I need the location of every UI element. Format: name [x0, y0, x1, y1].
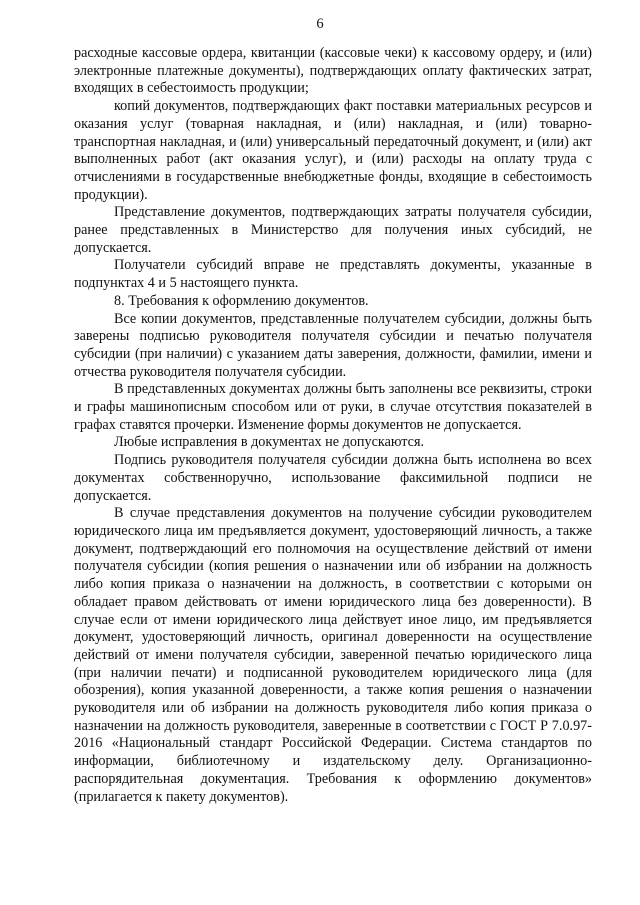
paragraph-representation: В случае представления документов на получение субсидии руководителем юридического лица им предъявляется документ, удостоверяющий личность, а также документ, подтверждающий его полномочия на осуществление действий от имени получателя субсидии (копия решения о назначении или об избрании на должность либо копия приказа о назначении на должность, в соответствии с которыми он обладает правом действовать от имени юридического лица без доверенности). В случае если от имени юридического лица действует иное лицо, им предъявляется документ, удостоверяющий личность, оригинал доверенности на осуществление действий от имени получателя субсидии, заверенной печатью юридического лица (при наличии печати) и подписанной руководителем юридического лица (для обозрения), копия указанной доверенности, а также копия решения о назначении руководителя или об избрании на должность руководителя либо копия приказа о назначении на должность руководителя, заверенные в соответствии с ГОСТ Р 7.0.97-2016 «Национальный стандарт Российской Федерации. Система стандартов по информации, библиотечному и издательскому делу. Организационно-распорядительная документация. Требования к оформлению документов» (прилагается к пакету документов).: [74, 505, 592, 805]
paragraph-no-corrections: Любые исправления в документах не допускаются.: [114, 434, 425, 451]
paragraph-expense-orders: расходные кассовые ордера, квитанции (кассовые чеки) к кассовому ордеру, и (или) электронные платежные документы), подтверждающих оплату фактических затрат, входящих в себестоимость продукции;: [74, 45, 592, 97]
paragraph-copies-certification: Все копии документов, представленные получателем субсидии, должны быть заверены подписью руководителя получателя субсидии и печатью получателя субсидии (при наличии) с указанием даты заверения, должности, фамилии, имени и отчества руководителя получателя субсидии.: [74, 310, 592, 380]
document-body: [74, 45, 592, 806]
paragraph-supply-documents: копий документов, подтверждающих факт поставки материальных ресурсов и оказания услуг (товарная накладная, и (или) накладная, и (или) товарно-транспортная накладная, и (или) универсальный передаточный документ, и (или) акт выполненных работ (акт оказания услуг), и (или) расходы на оплату труда с отчислениями в государственные внебюджетные фонды, входящие в себестоимость продукции).: [74, 98, 592, 203]
page-number: 6: [316, 16, 324, 32]
paragraph-signature: Подпись руководителя получателя субсидии должна быть исполнена во всех документах собственноручно, использование факсимильной подписи не допускается.: [74, 452, 592, 504]
paragraph-previous-documents: Представление документов, подтверждающих затраты получателя субсидии, ранее представленных в Министерство для получения иных субсидий, не допускается.: [74, 204, 592, 256]
paragraph-optional-documents: Получатели субсидий вправе не представлять документы, указанные в подпунктах 4 и 5 настоящего пункта.: [74, 257, 592, 292]
paragraph-requisites: В представленных документах должны быть заполнены все реквизиты, строки и графы машинописным способом или от руки, в случае отсутствия показателей в графах ставятся прочерки. Изменение формы документов не допускается.: [74, 381, 592, 433]
section-heading-requirements: 8. Требования к оформлению документов.: [114, 292, 369, 309]
